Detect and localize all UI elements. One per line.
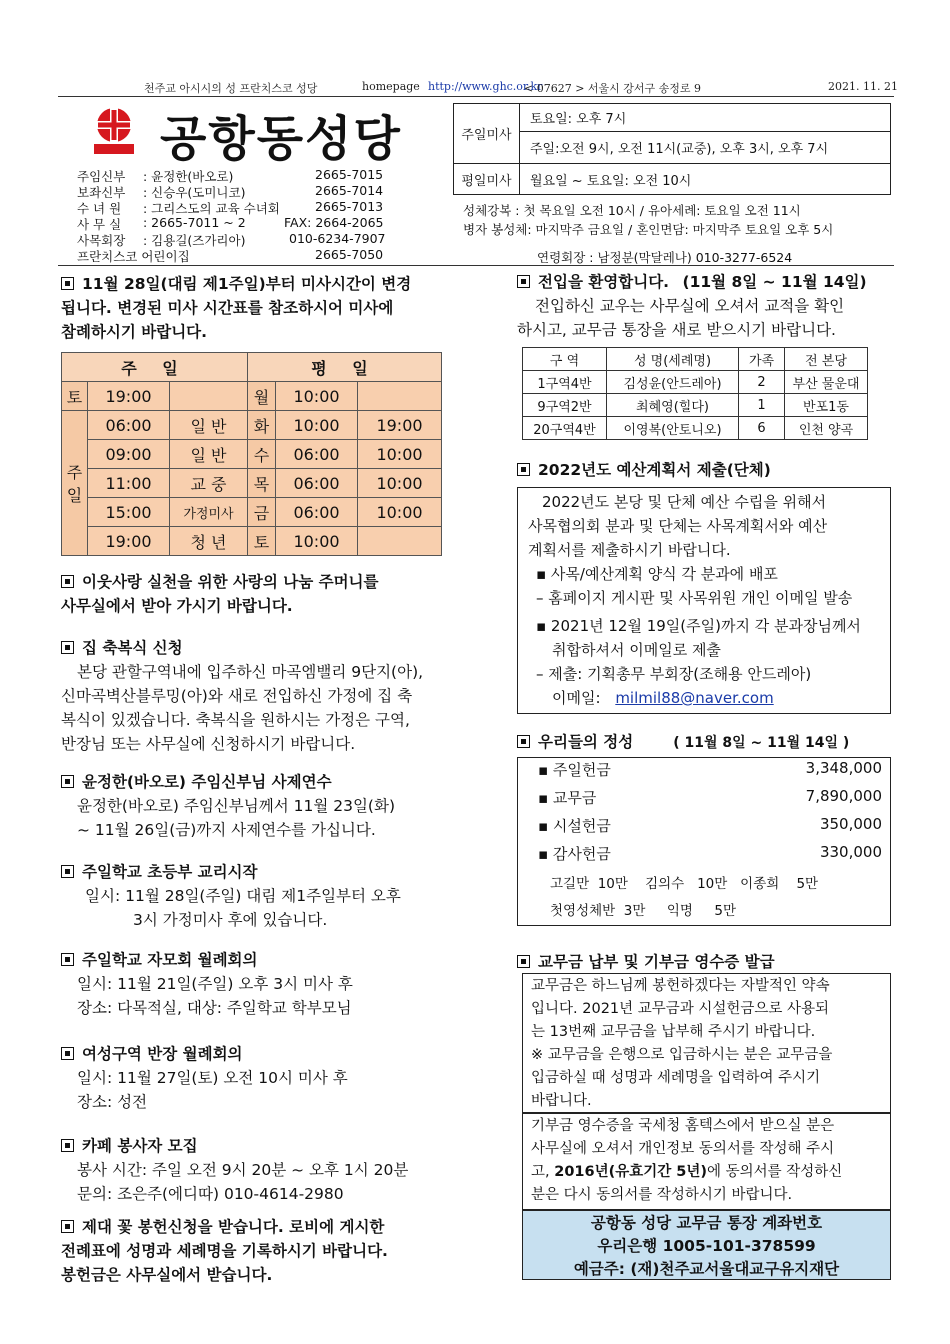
bullet-icon: [517, 463, 530, 476]
body-line: 일시: 11월 28일(주일) 대림 제1주일부터 오후: [85, 887, 401, 905]
offerings-title: [517, 730, 891, 755]
cell: 1: [739, 394, 785, 417]
offering-label: ▪ 감사헌금: [538, 845, 611, 863]
office-fax: FAX: 2664-2065: [284, 215, 384, 230]
body-line: 기부금 영수증을 국세청 홈텍스에서 받으실 분은: [531, 1118, 835, 1134]
mass-time: 10:00: [358, 498, 442, 527]
mass-time: 10:00: [276, 411, 358, 440]
bullet-icon: [61, 277, 74, 290]
women-meeting-section: [61, 1042, 348, 1114]
staff-row: [77, 167, 384, 184]
body-line: 입니다. 2021년 교무금과 시설헌금으로 사용되: [531, 1001, 830, 1017]
staff-name: : 신승우(도미니코): [143, 185, 246, 200]
body-line: 신마곡벽산블루밍(아)와 새로 전입하신 가정에 집 축: [61, 687, 413, 705]
staff-phone: 2665-7015: [315, 167, 384, 182]
section-title: 전입을 환영합니다.: [538, 273, 670, 291]
day-label: 토: [248, 527, 276, 556]
body-line: ▪ 사목/예산계획 양식 각 분과에 배포: [536, 565, 778, 583]
receipt-box: [522, 1113, 891, 1210]
staff-role: 사목회장: [77, 233, 126, 248]
cafe-volunteer-section: [61, 1134, 408, 1206]
day-label: 목: [248, 469, 276, 498]
mass-time: 11:00: [88, 469, 170, 498]
love-pouch-line: 사무실에서 받아 가시기 바랍니다.: [61, 597, 293, 615]
funeral-contact: 연령회장 : 남정분(막달레나) 010-3277-6524: [537, 250, 793, 265]
table-row: [523, 417, 868, 440]
homepage-link[interactable]: http://www.ghc.or.kr: [428, 80, 543, 93]
body-line: 하시고, 교무금 통장을 새로 받으시기 바랍니다.: [517, 321, 836, 339]
sunday-header: 주 일: [62, 353, 248, 382]
bullet-icon: [61, 1047, 74, 1060]
account-holder: 예금주: (재)천주교서울대교구유지재단: [573, 1260, 840, 1278]
offering-label: ▪ 주일헌금: [538, 761, 611, 779]
mass-time: 06:00: [276, 469, 358, 498]
parish-logo-icon: [92, 106, 136, 154]
section-title: 2022년도 예산계획서 제출(단체): [538, 461, 771, 479]
body-text: 에 동의서를 작성하신: [707, 1164, 843, 1180]
cell: 부산 물운대: [785, 371, 868, 394]
section-title: 주일학교 초등부 교리시작: [82, 863, 258, 881]
love-pouch-line: 이웃사랑 실천을 위한 사랑의 나눔 주머니를: [82, 573, 379, 591]
mass-time: 10:00: [358, 440, 442, 469]
body-line: 2022년도 본당 및 단체 예산 수립을 위해서: [542, 493, 827, 511]
mass-time: 15:00: [88, 498, 170, 527]
section-title: 주일학교 자모회 월례회의: [82, 951, 258, 969]
body-line: 3시 가정미사 후에 있습니다.: [133, 911, 328, 929]
schedule-notice-line: 됩니다. 변경된 미사 시간표를 참조하시어 미사에: [61, 299, 394, 317]
body-line: 교무금은 하느님께 봉헌하겠다는 자발적인 약속: [531, 978, 830, 994]
cell: 최혜영(힐다): [607, 394, 739, 417]
day-label: 월: [248, 382, 276, 411]
mass-time: 06:00: [276, 498, 358, 527]
address: < 07627 > 서울시 강서구 송정로 9: [524, 82, 702, 95]
table-row: [523, 394, 868, 417]
weekday-header: 평 일: [248, 353, 442, 382]
table-row: [523, 371, 868, 394]
staff-row: [77, 215, 384, 232]
bullet-icon: [61, 575, 74, 588]
body-line: 전입하신 교우는 사무실에 오셔서 교적을 확인: [535, 297, 845, 315]
bullet-icon: [517, 955, 530, 968]
staff-role: 사 무 실: [77, 217, 122, 232]
staff-row: [77, 199, 384, 216]
dues-title: [517, 950, 775, 974]
bullet-icon: [61, 1139, 74, 1152]
body-line: 분은 다시 동의서를 작성하시기 바랍니다.: [531, 1187, 793, 1203]
offering-amount: 350,000: [819, 815, 882, 833]
mass-times-box: [453, 103, 891, 195]
bullet-icon: [61, 953, 74, 966]
mass-time: 10:00: [276, 382, 358, 411]
highlight-text: 2016년(유효기간 5년): [554, 1164, 708, 1180]
mass-time: 06:00: [88, 411, 170, 440]
body-line: 입금하실 때 성명과 세례명을 입력하여 주시기: [531, 1070, 821, 1086]
section-title: 카페 봉사자 모집: [82, 1137, 198, 1155]
body-line: 봉헌금은 사무실에서 받습니다.: [61, 1266, 273, 1284]
sacrament-line: 성체강복 : 첫 목요일 오전 10시 / 유아세례: 토요일 오전 11시: [463, 203, 801, 218]
bullet-icon: [61, 865, 74, 878]
issue-date: 2021. 11. 21: [828, 80, 898, 93]
mass-schedule-table: [61, 352, 442, 556]
bank-account-box: [522, 1210, 891, 1280]
body-line: 사목협의회 분과 및 단체는 사목계획서와 예산: [528, 517, 828, 535]
cell: 6: [739, 417, 785, 440]
budget-box: [517, 487, 891, 714]
section-title: 우리들의 정성: [538, 733, 634, 751]
body-line: 장소: 다목적실, 대상: 주일학교 학부모님: [77, 999, 352, 1017]
body-line: 는 13번째 교무금을 납부해 주시기 바랍니다.: [531, 1024, 816, 1040]
bullet-icon: [61, 1220, 74, 1233]
offering-amount: 3,348,000: [805, 759, 882, 777]
retreat-section: [61, 770, 395, 842]
staff-phone: 2665-7050: [315, 247, 384, 262]
table-header: 전 본당: [785, 348, 868, 371]
homepage-label: homepage: [362, 80, 420, 93]
mass-type: 교 중: [170, 469, 248, 498]
mass-type: 청 년: [170, 527, 248, 556]
bullet-icon: [61, 641, 74, 654]
staff-role: 보좌신부: [77, 185, 126, 200]
sunday-school-section: [61, 860, 401, 932]
dues-box: [522, 973, 891, 1113]
day-label: 금: [248, 498, 276, 527]
email-label: 이메일:: [552, 689, 601, 707]
offering-row: [518, 759, 890, 787]
body-text: 고,: [531, 1164, 555, 1180]
altar-flowers-notice: [61, 1215, 388, 1287]
body-line: 사무실에 오셔서 개인정보 동의서를 작성해 주시: [531, 1141, 835, 1157]
section-title: 집 축복식 신청: [82, 639, 183, 657]
cell: 이영복(안토니오): [607, 417, 739, 440]
body-line: 윤정한(바오로) 주임신부님께서 11월 23일(화): [77, 797, 395, 815]
sacrament-info: [463, 201, 833, 239]
saturday-mass: 토요일: 오후 7시: [520, 104, 891, 132]
staff-row: [77, 247, 384, 264]
top-bar: [58, 76, 898, 96]
bullet-icon: [517, 275, 530, 288]
mass-time: 09:00: [88, 440, 170, 469]
table-header: 구 역: [523, 348, 607, 371]
section-title: 교무금 납부 및 기부금 영수증 발급: [538, 953, 775, 971]
schedule-notice-line: 참례하시기 바랍니다.: [61, 323, 208, 341]
weekday-mass: 월요일 ~ 토요일: 오전 10시: [530, 174, 692, 189]
body-line: 일시: 11월 21일(주일) 오후 3시 미사 후: [77, 975, 353, 993]
offering-label: ▪ 시설헌금: [538, 817, 611, 835]
body-line: 취합하셔서 이메일로 제출: [552, 641, 721, 659]
staff-row: [77, 183, 384, 200]
body-line: 계획서를 제출하시기 바랍니다.: [528, 541, 731, 559]
body-line: 봉사 시간: 주일 오전 9시 20분 ~ 오후 1시 20분: [77, 1161, 409, 1179]
house-blessing-section: [61, 636, 423, 756]
staff-role: 프란치스코 어린이집: [77, 249, 190, 264]
day-label: 수: [248, 440, 276, 469]
staff-name: : 김용길(즈가리아): [143, 233, 246, 248]
mass-time: [358, 382, 442, 411]
mass-time: 19:00: [88, 527, 170, 556]
mass-time: 10:00: [358, 469, 442, 498]
donors-line: 고길만 10만 김의수 10만 이종희 5만: [550, 876, 819, 892]
body-line: ▪ 2021년 12월 19일(주일)까지 각 분과장님께서: [536, 617, 861, 635]
welcome-section: [517, 270, 867, 342]
body-line: ~ 11월 26일(금)까지 사제연수를 가십니다.: [77, 821, 376, 839]
period: ( 11월 8일 ~ 11월 14일 ): [673, 735, 850, 751]
mass-type: 일 반: [170, 440, 248, 469]
day-label: 화: [248, 411, 276, 440]
table-header: 가족: [739, 348, 785, 371]
weekday-mass-label: 평일미사: [454, 164, 520, 195]
account-title: 공항동 성당 교무금 통장 계좌번호: [590, 1214, 823, 1232]
staff-role: 수 녀 원: [77, 201, 122, 216]
bullet-icon: [61, 775, 74, 788]
body-line: 제대 꽃 봉헌신청을 받습니다. 로비에 게시한: [82, 1218, 385, 1236]
body-line: 바랍니다.: [531, 1093, 592, 1109]
offering-row: [518, 843, 890, 871]
cell: 반포1동: [785, 394, 868, 417]
sunday-mass: 주일:오전 9시, 오전 11시(교중), 오후 3시, 오후 7시: [520, 132, 891, 164]
body-line: 본당 관할구역내에 입주하신 마곡엠밸리 9단지(아),: [77, 663, 424, 681]
cell: 9구역2반: [523, 394, 607, 417]
sacrament-line: 병자 봉성체: 마지막주 금요일 / 혼인면담: 마지막주 토요일 오후 5시: [463, 222, 834, 237]
section-title: 윤정한(바오로) 주임신부님 사제연수: [82, 773, 332, 791]
staff-phone: 2665-7014: [315, 183, 384, 198]
cell: 인천 양곡: [785, 417, 868, 440]
body-line: ※ 교무금을 은행으로 입금하시는 분은 교무금을: [531, 1047, 833, 1063]
account-number: 우리은행 1005-101-378599: [597, 1237, 816, 1255]
new-members-table: [522, 347, 868, 440]
body-line: 문의: 조은주(에디따) 010-4614-2980: [77, 1185, 344, 1203]
mass-time: 06:00: [276, 440, 358, 469]
offering-row: [518, 815, 890, 843]
bullet-icon: [517, 735, 530, 748]
staff-name: : 그리스도의 교육 수녀회: [143, 201, 280, 216]
header-divider: [58, 265, 894, 266]
staff-phone: 010-6234-7907: [289, 231, 386, 246]
mass-time: [358, 527, 442, 556]
mass-type: 가정미사: [170, 498, 248, 527]
section-title: 여성구역 반장 월례회의: [82, 1045, 243, 1063]
cell: 2: [739, 371, 785, 394]
staff-row: [77, 231, 386, 248]
budget-title: [517, 458, 771, 482]
donors-line: 첫영성체반 3만 익명 5만: [550, 903, 737, 919]
offering-amount: 7,890,000: [805, 787, 882, 805]
parish-full-name: 천주교 아시시의 성 프란치스코 성당: [144, 82, 318, 95]
body-line: – 제출: 기획총무 부회장(조해용 안드레아): [536, 665, 812, 683]
email-link[interactable]: milmil88@naver.com: [615, 689, 774, 707]
parish-title: 공항동성당: [160, 111, 402, 167]
schedule-notice: [61, 272, 411, 344]
body-line: 일시: 11월 27일(토) 오전 10시 미사 후: [77, 1069, 348, 1087]
mass-time: 19:00: [88, 382, 170, 411]
offering-label: ▪ 교무금: [538, 789, 597, 807]
staff-list: [77, 167, 386, 264]
mass-time: 19:00: [358, 411, 442, 440]
parents-meeting-section: [61, 948, 353, 1020]
body-line: 반장님 또는 사무실에 신청하시기 바랍니다.: [61, 735, 356, 753]
offerings-box: [517, 757, 891, 926]
offering-amount: 330,000: [819, 843, 882, 861]
body-line: 복식이 있겠습니다. 축복식을 원하시는 가정은 구역,: [61, 711, 410, 729]
body-line: – 홈페이지 게시판 및 사목위원 개인 이메일 발송: [536, 589, 853, 607]
sunday-mass-label: 주일미사: [454, 104, 520, 164]
staff-role: 주임신부: [77, 169, 126, 184]
schedule-notice-title: 11월 28일(대림 제1주일)부터 미사시간이 변경: [82, 275, 412, 293]
mass-time: 10:00: [276, 527, 358, 556]
staff-name: : 윤정한(바오로): [143, 169, 234, 184]
top-divider: [58, 96, 894, 97]
table-header: 성 명(세례명): [607, 348, 739, 371]
love-pouch-notice: [61, 570, 379, 618]
mass-type: 일 반: [170, 411, 248, 440]
cell: 1구역4반: [523, 371, 607, 394]
day-label: 토: [62, 382, 88, 411]
body-line: 전례표에 성명과 세례명을 기록하시기 바랍니다.: [61, 1242, 388, 1260]
cell: 20구역4반: [523, 417, 607, 440]
offering-row: [518, 787, 890, 815]
staff-phone: 2665-7013: [315, 199, 384, 214]
body-line: 장소: 성전: [77, 1093, 148, 1111]
period: (11월 8일 ~ 11월 14일): [682, 273, 867, 291]
staff-name: : 2665-7011 ~ 2: [143, 215, 246, 230]
day-label: 주일: [62, 411, 88, 556]
cell: 김성윤(안드레아): [607, 371, 739, 394]
